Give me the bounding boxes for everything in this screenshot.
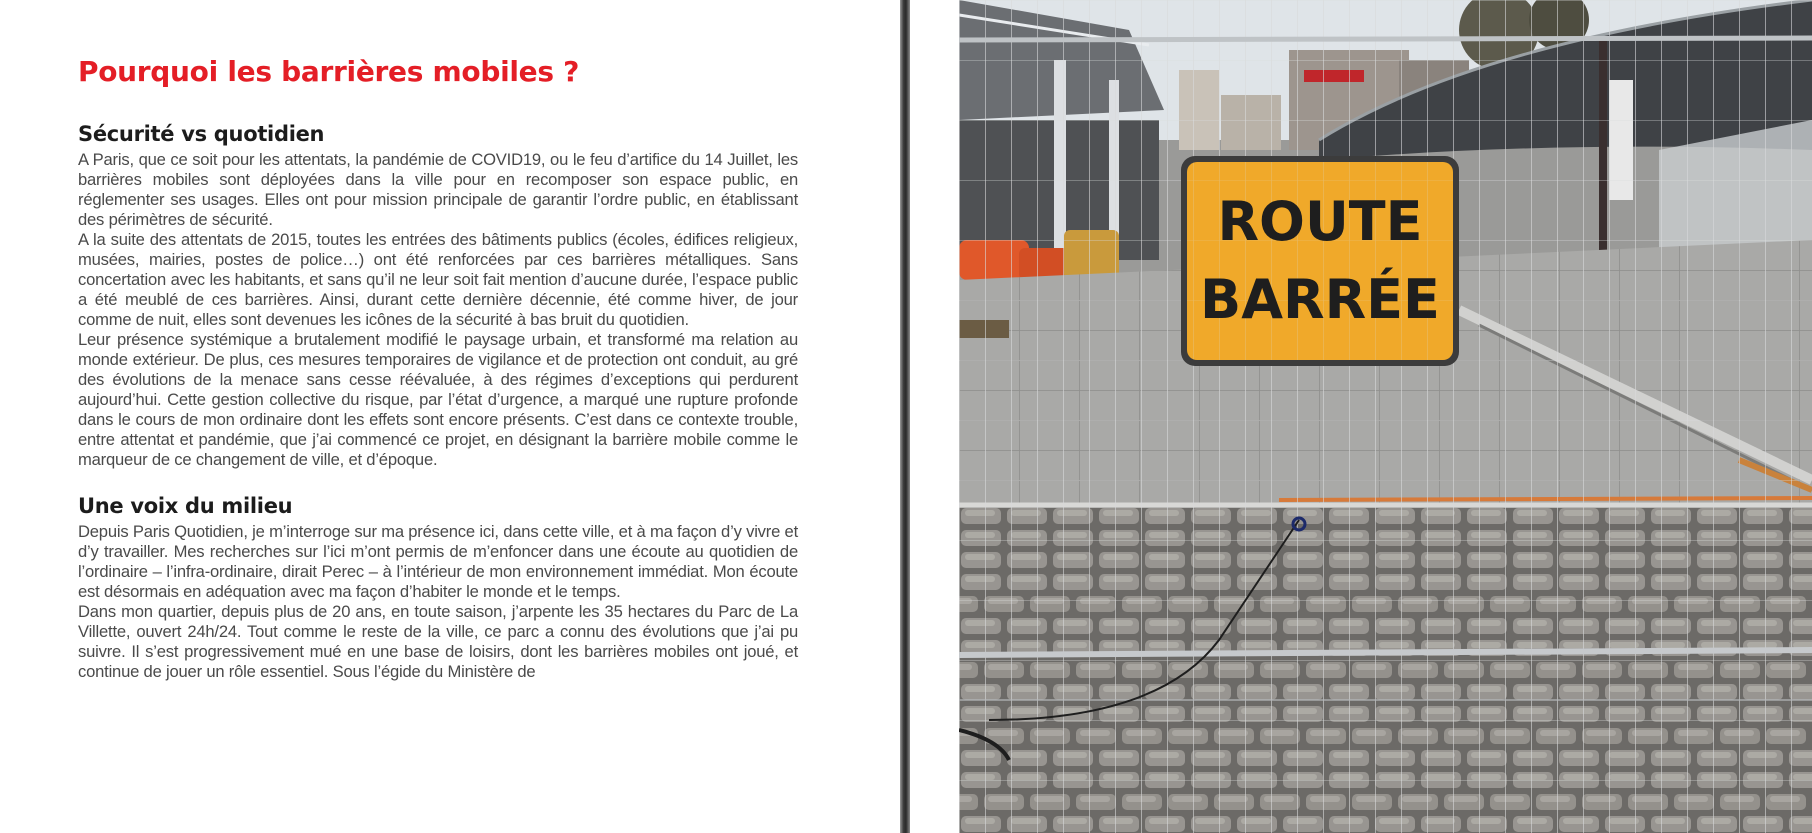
paragraph: A Paris, que ce soit pour les attentats, la pandémie de COVID19, ou le feu d’artifice du 14 Juillet, les barrières mobiles sont déployées dans la ville pour en recomposer son espace public, en réglementer ses usages. Elles ont pour mission principale de garantir l’ordre public, en établissant des périmètres de sécurité.: [78, 150, 798, 229]
section-securite: [78, 120, 798, 470]
right-page-margin: [910, 0, 959, 833]
page-title: Pourquoi les barrières mobiles ?: [78, 55, 580, 88]
paragraph: Depuis Paris Quotidien, je m’interroge sur ma présence ici, dans cette ville, et à ma façon d’y vivre et d’y travailler. Mes recherches sur l’ici m’ont permis de m’enfoncer dans une écoute au quotidien de l’ordinaire – l’infra-ordinaire, dirait Perec – à l’intérieur de mon environnement immédiat. Mon écoute est désormais en adéquation avec ma façon d’habiter le monde et le temps.: [78, 522, 798, 601]
paragraph: Dans mon quartier, depuis plus de 20 ans, en toute saison, j’arpente les 35 hectares du Parc de La Villette, ouvert 24h/24. Tout comme le reste de la ville, ce parc a connu des évolutions que j’ai pu suivre. Il s’est progressivement mué en une base de loisirs, dont les barrières mobiles ont joué, et continue de jouer un rôle essentiel. Sous l’égide du Ministère de: [78, 602, 798, 681]
sign-text-line1: ROUTE: [1217, 190, 1423, 253]
page-gutter: [900, 0, 910, 833]
left-page: [0, 0, 900, 833]
paragraph: Leur présence systémique a brutalement modifié le paysage urbain, et transformé ma relation au monde extérieur. De plus, ces mesures temporaires de vigilance et de protection ont conduit, au gré des évolutions de la menace sans cesse réévaluée, à des régimes d’exceptions qui perdurent aujourd’hui. Cette gestion collective du risque, par l’état d’urgence, a marqué une rupture profonde dans le cours de mon ordinaire dont les effets sont encore présents. C’est dans ce contexte trouble, entre attentat et pandémie, que j’ai commencé ce projet, en désignant la barrière mobile comme le marqueur de ce changement de ville, et d’époque.: [78, 330, 798, 469]
route-barree-sign: [1181, 156, 1459, 366]
section-heading: Sécurité vs quotidien: [78, 122, 325, 146]
paragraph: A la suite des attentats de 2015, toutes les entrées des bâtiments publics (écoles, édifices religieux, musées, mairies, postes de police…) ont été renforcées par ces barrières métalliques. Sans concertation avec les habitants, et sans qu’il ne leur soit fait mention d’aucune durée, l’espace public a été meublé de ces barrières. Ainsi, durant cette dernière décennie, été comme hiver, de jour comme de nuit, elles sont devenues les icônes de la sécurité à bas bruit du quotidien.: [78, 230, 798, 329]
article-content: [78, 52, 798, 704]
section-voix-du-milieu: [78, 492, 798, 682]
section-heading: Une voix du milieu: [78, 494, 293, 518]
photo-illustration: [959, 0, 1812, 833]
photo-route-barree: [959, 0, 1812, 833]
sign-text-line2: BARRÉE: [1200, 268, 1440, 331]
